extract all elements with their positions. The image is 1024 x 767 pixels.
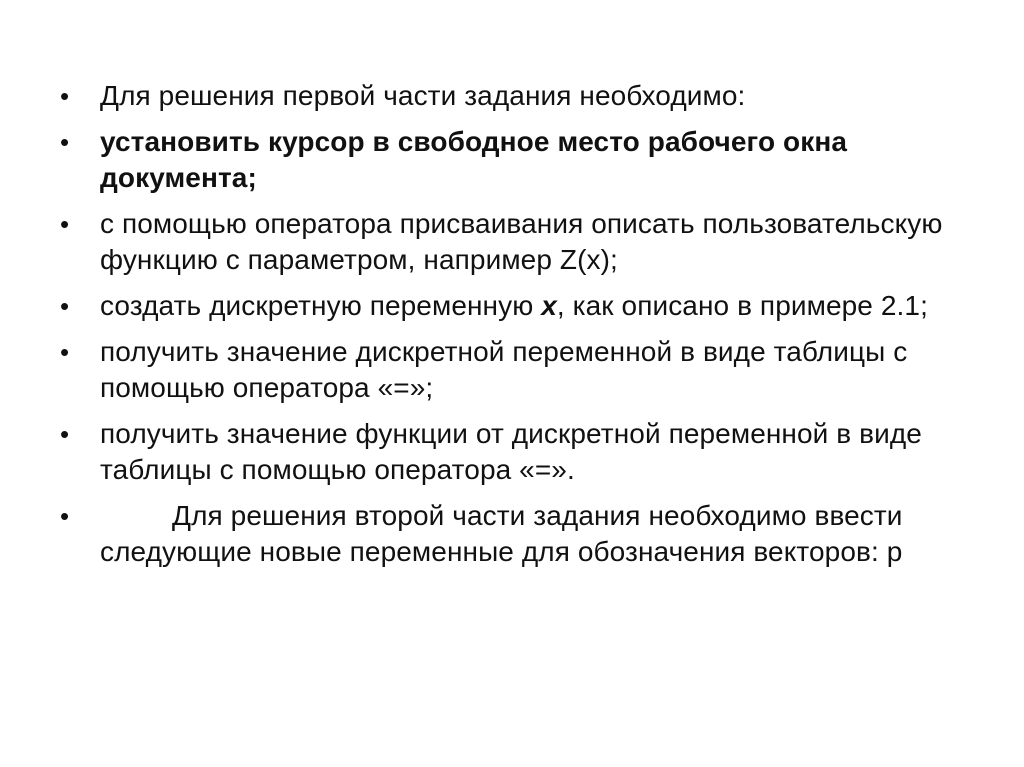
list-item: [58, 206, 978, 278]
bullet-dot-icon: •: [60, 291, 70, 321]
list-item-text: Для решения второй части задания необходимо ввести следующие новые переменные для обозначения векторов: p: [100, 500, 903, 567]
list-item-text: получить значение функции от дискретной переменной в виде таблицы с помощью оператора «=».: [100, 418, 922, 485]
list-item: [58, 416, 978, 488]
bullet-dot-icon: •: [60, 337, 70, 367]
list-item: [58, 124, 978, 196]
bullet-dot-icon: •: [60, 209, 70, 239]
list-item-text: установить курсор в свободное место рабочего окна документа;: [100, 126, 848, 193]
bullet-list: [58, 78, 978, 580]
bullet-dot-icon: •: [60, 81, 70, 111]
list-item: [58, 288, 978, 324]
list-item: [58, 498, 978, 570]
list-item-text-before: создать дискретную переменную: [100, 290, 542, 321]
bullet-dot-icon: •: [60, 127, 70, 157]
bullet-dot-icon: •: [60, 419, 70, 449]
list-item-text: с помощью оператора присваивания описать пользовательскую функцию с параметром, например Z(x);: [100, 208, 943, 275]
bullet-dot-icon: •: [60, 501, 70, 531]
list-item-text: получить значение дискретной переменной в виде таблицы с помощью оператора «=»;: [100, 336, 908, 403]
variable-name: x: [541, 290, 557, 321]
list-item: [58, 334, 978, 406]
list-item-text: Для решения первой части задания необходимо:: [100, 80, 746, 111]
list-item-text-after: , как описано в примере 2.1;: [556, 290, 928, 321]
list-item: [58, 78, 978, 114]
